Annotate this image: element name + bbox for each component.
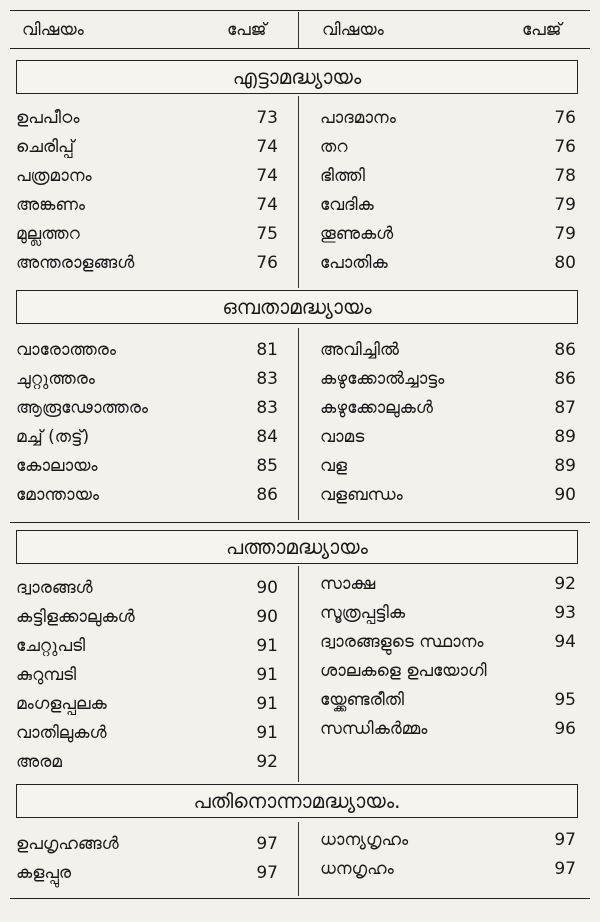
entry-page: 81 <box>256 340 278 360</box>
entry-title: ദ്വാരങ്ങളുടെ സ്ഥാനം <box>320 632 484 652</box>
entry-page: 86 <box>554 340 576 360</box>
entry-page: 78 <box>554 166 576 186</box>
toc-entry <box>320 661 576 690</box>
column-divider <box>298 96 299 288</box>
entry-title: കഴുക്കോലുകൾ <box>320 398 433 418</box>
section-title-box <box>16 60 578 94</box>
entry-page: 97 <box>554 859 576 879</box>
entry-page: 89 <box>554 427 576 447</box>
entry-title: മുല്ലത്തറ <box>16 224 80 244</box>
entry-title: വാമട <box>320 427 365 447</box>
entry-title: അരമ <box>16 752 62 772</box>
entry-page: 90 <box>256 578 278 598</box>
toc-entry <box>320 195 576 224</box>
entry-page: 89 <box>554 456 576 476</box>
entry-title: കുറുമ്പടി <box>16 665 77 685</box>
toc-entry <box>16 485 278 514</box>
entry-page: 79 <box>554 224 576 244</box>
section-title-box <box>16 290 578 324</box>
entry-page: 91 <box>256 694 278 714</box>
entry-page: 92 <box>256 752 278 772</box>
entry-title: ദ്വാരങ്ങൾ <box>16 578 93 598</box>
toc-entry <box>320 690 576 719</box>
toc-entry <box>320 603 576 632</box>
entry-title: ശാലകളെ ഉപയോഗി <box>320 661 487 681</box>
entry-title: സൂത്രപ്പട്ടിക <box>320 603 406 623</box>
entry-page: 94 <box>554 632 576 652</box>
column-divider <box>298 328 299 520</box>
header-subject-right: വിഷയം <box>322 20 384 40</box>
entry-title: ഭിത്തി <box>320 166 365 186</box>
toc-entry <box>320 108 576 137</box>
toc-entry <box>16 578 278 607</box>
section-title: ഒമ്പതാമദ്ധ്യായം <box>222 295 372 319</box>
entry-page: 76 <box>554 137 576 157</box>
header-page-right: പേജ് <box>522 20 562 40</box>
entry-title: ചെരിപ്പ് <box>16 137 75 157</box>
entry-title: ധനഗൃഹം <box>320 859 394 879</box>
header-subject-left: വിഷയം <box>22 20 84 40</box>
toc-entry <box>320 574 576 603</box>
entry-title: വള <box>320 456 348 476</box>
entry-title: കളപ്പുര <box>16 863 72 883</box>
entry-title: വാതിലുകൾ <box>16 723 107 743</box>
section-title-box <box>16 530 578 564</box>
toc-entry <box>320 632 576 661</box>
section-title-box <box>16 784 578 818</box>
entry-title: തറ <box>320 137 348 157</box>
entry-page: 97 <box>256 863 278 883</box>
section-rule <box>10 522 590 523</box>
entry-page: 87 <box>554 398 576 418</box>
entry-page: 97 <box>554 830 576 850</box>
entry-title: ചുറ്റുത്തരം <box>16 369 95 389</box>
entry-title: പോതിക <box>320 253 388 273</box>
entry-page: 80 <box>554 253 576 273</box>
entry-page: 92 <box>554 574 576 594</box>
entry-page: 76 <box>256 253 278 273</box>
toc-entry <box>16 694 278 723</box>
entry-title: കട്ടിളക്കാലുകൾ <box>16 607 135 627</box>
toc-entry <box>320 340 576 369</box>
toc-entry <box>16 607 278 636</box>
toc-entry <box>16 108 278 137</box>
entry-title: മച്ച് (തട്ട്) <box>16 427 90 447</box>
entry-page: 79 <box>554 195 576 215</box>
entry-page: 90 <box>256 607 278 627</box>
entry-page: 91 <box>256 665 278 685</box>
entry-page: 90 <box>554 485 576 505</box>
toc-entry <box>16 863 278 892</box>
entry-page: 76 <box>554 108 576 128</box>
entry-page: 75 <box>256 224 278 244</box>
toc-entry <box>320 859 576 888</box>
toc-entry <box>320 830 576 859</box>
column-divider <box>298 566 299 782</box>
entry-page: 97 <box>256 834 278 854</box>
toc-entry <box>16 340 278 369</box>
entry-title: അവിച്ചിൽ <box>320 340 399 360</box>
toc-entry <box>16 834 278 863</box>
column-divider <box>298 12 299 48</box>
header-rule <box>10 48 590 49</box>
entry-title: വളബന്ധം <box>320 485 403 505</box>
toc-entry <box>16 137 278 166</box>
entry-page: 85 <box>256 456 278 476</box>
toc-entry <box>320 224 576 253</box>
entry-page: 73 <box>256 108 278 128</box>
toc-entry <box>320 166 576 195</box>
entry-page: 83 <box>256 398 278 418</box>
entry-page: 84 <box>256 427 278 447</box>
entry-page: 86 <box>554 369 576 389</box>
toc-entry <box>320 137 576 166</box>
entry-title: യ്ക്കേണ്ടരീതി <box>320 690 404 710</box>
header-page-left: പേജ് <box>227 20 267 40</box>
column-divider <box>298 822 299 896</box>
toc-entry <box>16 369 278 398</box>
toc-entry <box>16 253 278 282</box>
toc-entry <box>16 456 278 485</box>
section-title: പതിനൊന്നാമദ്ധ്യായം. <box>193 789 401 813</box>
entry-page: 96 <box>554 719 576 739</box>
entry-page: 74 <box>256 137 278 157</box>
entry-title: വാരോത്തരം <box>16 340 116 360</box>
toc-entry <box>16 752 278 781</box>
entry-title: തൂണുകൾ <box>320 224 394 244</box>
entry-page: 74 <box>256 195 278 215</box>
entry-title: അന്തരാളങ്ങൾ <box>16 253 135 273</box>
entry-page: 91 <box>256 636 278 656</box>
toc-entry <box>16 636 278 665</box>
entry-title: അങ്കണം <box>16 195 86 215</box>
entry-title: കഴുക്കോൽച്ചാട്ടം <box>320 369 445 389</box>
section-title: പത്താമദ്ധ്യായം <box>226 535 368 559</box>
entry-title: ധാന്യഗൃഹം <box>320 830 409 850</box>
toc-entry <box>320 456 576 485</box>
entry-title: സാക്ഷ <box>320 574 376 594</box>
entry-page: 83 <box>256 369 278 389</box>
entry-page: 93 <box>554 603 576 623</box>
entry-title: പത്രമാനം <box>16 166 92 186</box>
section-title: എട്ടാമദ്ധ്യായം <box>232 65 362 89</box>
toc-entry <box>16 665 278 694</box>
top-rule <box>10 10 590 11</box>
toc-entry <box>16 427 278 456</box>
entry-title: കോലായം <box>16 456 98 476</box>
entry-title: വേദിക <box>320 195 374 215</box>
toc-entry <box>16 195 278 224</box>
entry-title: മോന്തായം <box>16 485 99 505</box>
toc-entry <box>320 427 576 456</box>
bottom-rule <box>10 898 590 899</box>
entry-title: സന്ധികർമ്മം <box>320 719 428 739</box>
toc-entry <box>320 398 576 427</box>
toc-entry <box>320 253 576 282</box>
entry-page: 95 <box>554 690 576 710</box>
entry-title: പാദമാനം <box>320 108 396 128</box>
toc-entry <box>320 369 576 398</box>
entry-page: 74 <box>256 166 278 186</box>
toc-entry <box>320 719 576 748</box>
toc-entry <box>16 723 278 752</box>
entry-page: 86 <box>256 485 278 505</box>
toc-entry <box>16 224 278 253</box>
entry-page: 91 <box>256 723 278 743</box>
entry-title: ഉപഗൃഹങ്ങൾ <box>16 834 119 854</box>
entry-title: ഉപപീഠം <box>16 108 80 128</box>
entry-title: മംഗളപ്പലക <box>16 694 107 714</box>
toc-entry <box>16 166 278 195</box>
entry-title: ചേറ്റുപടി <box>16 636 86 656</box>
toc-entry <box>320 485 576 514</box>
toc-entry <box>16 398 278 427</box>
entry-title: ആരൂഢോത്തരം <box>16 398 149 418</box>
